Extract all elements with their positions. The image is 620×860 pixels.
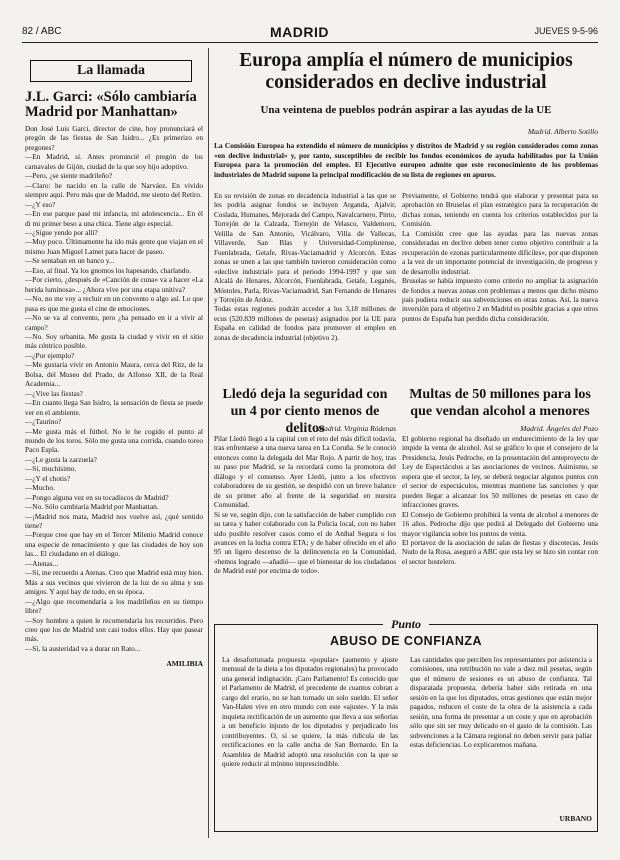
llamada-paragraph: —¿Y el chotis? — [25, 473, 71, 483]
llamada-paragraph: —En Madrid, sí. Antes pronuncié el pregón de los carnavales de Gijón, ciudad de la que soy hijo adoptivo. — [25, 152, 203, 171]
llamada-paragraph: —Porque cree que hay en el Tercer Milenio Madrid conoce una especie de renacimiento y que las ciudades de hoy son las... El ciudadano en el diálogo. — [25, 530, 203, 559]
llamada-paragraph: —Atenas... — [25, 558, 59, 568]
llamada-paragraph: Don José Luis Garci, director de cine, hoy pronunciará el pregón de las fiestas de San Isidro... ¿Es primerizo en pregones? — [25, 124, 203, 152]
punto-column-2: Las cantidades que perciben los representantes por asistencia a comisiones, una retribución no vale a diez mil pesetas, según que el número de sesiones es un abuso de confianza. Tal disparatada propuesta, debería haber sido retirada en una sesión en la que los diputados, otras gestiones que están mejor pagados, reducen el coste de la obra de la asistencia a cada sesión, una forma de presentar a un coste y que en aprobación sólo que sin ser muy delicado en el gasto de la comisión. Las subvenciones a la Cámara regional no deben servir para paliar estas deficiencias. Lo explicaremos mañana. — [410, 656, 592, 750]
llamada-paragraph: —¿Por ejemplo? — [25, 350, 75, 360]
main-col1-para: Todas estas regiones podrán acceder a los 3,18 millones de ecus (520.839 millones de pesetas) asignados por la UE para España en calidad de fondos para promover el empleo en zonas de decadencia industrial (objetivo 2). — [214, 305, 396, 342]
multas-para: El portavoz de la asociación de salas de fiestas y discotecas, Jesús Nudo de la Rosa, aseguró a ABC que esta ley se hizo sin contar con el sector hostelero. — [402, 538, 598, 566]
seguridad-byline: Madrid. Virginia Ródenas — [317, 424, 396, 433]
issue-date: JUEVES 9-5-96 — [534, 26, 598, 36]
llamada-paragraph: —¿Taurino? — [25, 417, 62, 427]
multas-byline: Madrid. Ángeles del Pozo — [520, 424, 598, 433]
llamada-paragraph: —Eso, al final. Ya los gnomos los hapesando, charlando. — [25, 265, 191, 275]
punto-headline: ABUSO DE CONFIANZA — [329, 634, 483, 648]
llamada-paragraph: —¿Le gusta la zarzuela? — [25, 454, 97, 464]
llamada-paragraph: —No. Soy urbanita. Me gusta la ciudad y vivir en el sitio más céntrico posible. — [25, 331, 203, 351]
punto-column-1: La desafortunada propuesta «popular» (aumento y ajuste mensual de la dieta a los diputados regionales) ha provocado una general indignación. ¡Caro Parlamento! Es conocido que el Parlamento de Madrid, el precedente de cuantos cobran a cargo del erario, no se han tomado un solo sueldo. El señor Van-Halen vive en otro mundo con este «ajuste». Y la más inquieta rectificación de un aumento que lleva a sus señorías a un beneficio injusto de los diputados y perjudicado los contribuyentes. O, si se quiere, la más ridícula de las rectificaciones en la calle ancha de San Bernardo. En la Asamblea de Madrid adoptó una resolución con la que se quiere reducir al mínimo imprescindible. — [222, 656, 398, 768]
llamada-paragraph: —Se sentaban en un banco y... — [25, 256, 115, 266]
llamada-paragraph: —¿Vive las fiestas? — [25, 388, 83, 398]
main-headline: Europa amplía el número de municipios considerados en declive industrial — [239, 50, 573, 93]
multas-para: El gobierno regional ha diseñado un endurecimiento de la ley que impide la venta de alcohol. Así se gráfico lo que el consejero de la Presidencia, Jesús Pedroche, en la presentación del anteproyecto de Ley de Espectáculos a las asociaciones de vecinos. Asimismo, se espera que el sector, la ley, se deberá negociar algunos puntos con el sector de espectáculos, mientras mantiene las sanciones y que pueden llegar a alcanzar los 50 millones de pesetas en caso de infracciones graves. — [402, 435, 598, 510]
main-column-1 — [214, 192, 396, 343]
llamada-paragraph: —¡Madrid nos mata, Madrid nos vuelve así, ¿qué sentido tiene? — [25, 511, 203, 531]
llamada-paragraph: —¿Y eso? — [25, 199, 56, 209]
multas-body — [402, 435, 598, 567]
llamada-headline: J.L. Garci: «Sólo cambiaría Madrid por Manhattan» — [25, 89, 197, 120]
punto-label-text: Punto — [383, 617, 429, 631]
llamada-paragraph: —Me gusta más el fútbol. No le he cogido el punto al mundo de los toros. Sólo me gusta una corrida, cuando toreo Paco Espla. — [25, 426, 203, 455]
punto-label — [214, 617, 598, 632]
main-subheadline: Una veintena de pueblos podrán aspirar a las ayudas de la UE — [260, 104, 552, 116]
seguridad-para: Pilar Lledó llegó a la capital con el reto del más difícil todavía, tras enfrentarse a una nueva tarea en La Coruña. Se le conoció entonces como la delegada del Mar Rojo. A partir de hoy, tras su paso por Madrid, se la recordará como la promotora del diálogo y el consenso. Ayer Lledó, junto a los efectivos colaboradores de su gestión, se despidió con un breve balance de su primer año al frente de la seguridad en nuestra Comunidad. — [214, 435, 396, 510]
seguridad-headline: Lledó deja la seguridad con un 4 por ciento menos de delitos — [222, 387, 388, 436]
main-col1-para: En su revisión de zonas en decadencia industrial a las que se les podría asignar fondos se incluyen Arganda, Ajalvir, Coslada, Humanes, Mejorada del Campo, Navalcarnero, Pinto, Torrejón de la Calzada, Torrejón de Velasco, Valdemoro, Velilla de San Antonio, Vicálvaro, Villa de Vallecas, Villaverde, San Blas y Universidad-Complutense, Fuenlabrada, Getafe, Rivas-Vaciamadrid y Alcorcón. Estas zonas se unen a las que también tuvieron consideración como «declive industrial» para el periodo 1994-1997 y que son Alcalá de Henares, Alcorcón, Fuenlabrada, Getafe, Leganés, Móstoles, Parla, Rivas-Vaciamadrid, San Fernando de Henares y Torrejón de Ardoz. — [214, 192, 396, 304]
llamada-paragraph: —Sí, me recuerdo a Atenas. Creo que Madrid está muy bien. Más a sus vecinos que vivieron de la luz de su alma y sus amigos. Y aquí hay de todo, en su época. — [25, 568, 203, 597]
main-col2-para: Bruselas se había impuesto como criterio no ampliar la asignación de fondos a nuevas zonas con problemas a menos que dicho mismo país pudiera reducir sus subvenciones en otras zonas. Así, la nueva inversión para el objetivo 2 en Madrid es posible gracias a que otros puntos de España han perdido dicha consideración. — [402, 277, 599, 323]
multas-headline: Multas de 50 millones para los que vendan alcohol a menores — [409, 387, 591, 419]
llamada-column — [25, 90, 203, 669]
llamada-paragraph: —Por cierto, ¿después de «Canción de cuna» va a hacer «La herida luminosa»... ¿Ahora vive por una etapa unitiva? — [25, 275, 203, 294]
llamada-paragraph: —Sí, la austeridad va a durar un Rato... — [25, 643, 141, 653]
llamada-paragraph: —Pongo alguna vez en su tocadiscos de Madrid? — [25, 492, 169, 502]
llamada-paragraph: —¿Algo que recomendaría a los madrileños en su tiempo libre? — [25, 596, 203, 616]
llamada-paragraph: —Pero, ¿se siente madrileño? — [25, 171, 113, 181]
llamada-paragraph: —Me gustaría vivir en Antonio Maura, cerca del Ritz, de la Bolsa, del Museo del Prado, de Alfonso XII, de la Real Academia... — [25, 360, 203, 389]
main-col2-para: Previamente, el Gobierno tendrá que elaborar y presentar para su aprobación en Bruselas el plan estratégico para la recuperación de dichas zonas, teniendo en cuenta los criterios establecidos por la Comisión. — [402, 192, 598, 229]
llamada-paragraph: —Soy hombre a quien le recomendaría los recorridos. Pero creo que los de Madrid son casi todos ellos. Hay que pasear más. — [25, 615, 203, 644]
llamada-box-title: La llamada — [30, 60, 192, 82]
section-title: MADRID — [270, 24, 329, 40]
column-divider — [208, 48, 209, 838]
multas-para: El Consejo de Gobierno prohibirá la venta de alcohol a menores de 16 años. Pedroche dijo que pedirá al Delegado del Gobierno una mayor vigilancia sobre los puntos de venta. — [402, 510, 598, 538]
llamada-paragraph: —Sí, muchísimo. — [25, 464, 77, 474]
llamada-paragraph: —Claro: he nacido en la calle de Narváez. En vivido siempre aquí. Pero más que de Madrid, me siento del Retiro. — [25, 180, 203, 200]
llamada-paragraph: —No se va al convento, pero ¿ha pensado en ir a vivir al campo? — [25, 313, 203, 332]
llamada-signature: AMILIBIA — [166, 659, 203, 669]
llamada-paragraph: —No, no me voy a recluir en un convento o algo así. Lo que pasa es que me gusta el cine de emociones. — [25, 294, 203, 313]
main-lead: La Comisión Europea ha extendido el número de municipios y distritos de Madrid y su región considerados como zonas «en declive industrial» y, por tanto, susceptibles de recibir los fondos económicos de ayuda habilitados por la Unión Europea para la promoción del empleo. El Ejecutivo europeo admite que este reconocimiento de los problemas industriales de Madrid supone la principal modificación de su lista de regiones en apuros. — [214, 141, 598, 179]
llamada-paragraph: —¿Sigue yendo por allí? — [25, 227, 98, 237]
llamada-paragraph: —Muy poco. Últimamente ha ido más gente que viajan en el mismo Juan Miguel Lamet para hacer de paseo. — [25, 237, 203, 256]
seguridad-para: Si se ve, según dijo, con la satisfacción de haber cumplido con su tarea y haber colaborado con la Policía local, con no haber sido posible resolver casos como el de Aníbal Segura o los avances en la lucha contra ETA; y de haber ofrecido en el año 95 un ligero descenso de la delincuencia en la Comunidad, «hemos logrado —añadió— que el bienestar de los ciudadanos de Madrid esté por encima de todo». — [214, 510, 396, 576]
punto-signature: URBANO — [559, 814, 592, 823]
seguridad-body — [214, 435, 396, 577]
main-col2-para: La Comisión cree que las ayudas para las nuevas zonas consideradas en declive deben tener como objetivo contribuir a la recuperación de «zonas particularmente difíciles», por que disponen a la vez de un importante potencial de investigación, de progreso y de desarrollo industrial. — [402, 229, 598, 276]
llamada-paragraph: —No. Sólo cambiaría Madrid por Manhattan. — [25, 502, 159, 512]
llamada-paragraph: —Mucho. — [25, 483, 55, 493]
main-column-2 — [402, 192, 598, 324]
llamada-paragraph: —En cuanto llega San Isidro, la sensación de fiesta se puede ver en el ambiente. — [25, 398, 203, 417]
llamada-body — [25, 124, 203, 653]
llamada-paragraph: —En ese parque pasé mi infancia, mi adolescencia... En él di mi primer beso a una chica. Tiene algo especial. — [25, 209, 203, 228]
page-number: 82 / ABC — [22, 26, 62, 37]
main-byline: Madrid. Alberto Sotillo — [527, 127, 598, 136]
